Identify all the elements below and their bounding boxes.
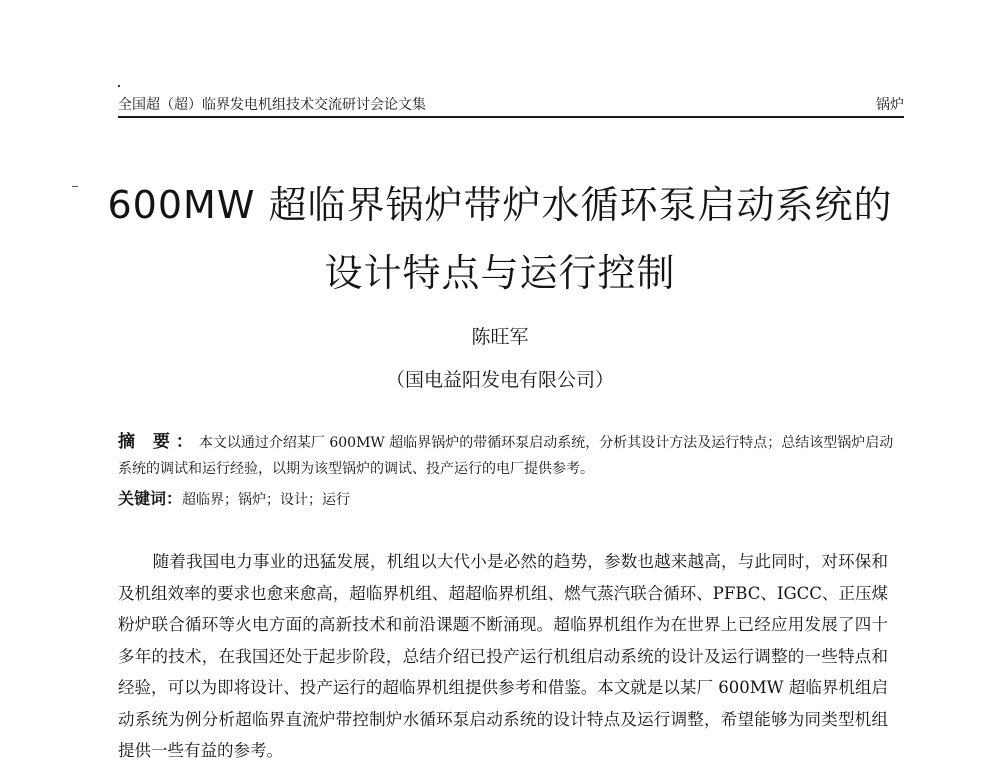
- abstract-text: 本文以通过介绍某厂 600MW 超临界锅炉的带循环泵启动系统，分析其设计方法及运行特点；总结该型锅炉启动系统的调试和运行经验，以期为该型锅炉的调试、投产运行的电厂提供参考。: [118, 435, 894, 477]
- scan-artifact-mark: [72, 186, 78, 187]
- paper-title-line-2: 设计特点与运行控制: [324, 251, 676, 295]
- header-section-name: 锅炉: [876, 97, 904, 113]
- author-affiliation: （国电益阳发电有限公司）: [385, 369, 614, 391]
- keywords-label: 关键词：: [118, 489, 183, 508]
- header-proceedings-title: 全国超（超）临界发电机组技术交流研讨会论文集: [118, 97, 426, 113]
- scan-artifact-dot: [118, 85, 120, 87]
- abstract-label: 摘 要：: [118, 432, 199, 452]
- keywords: [118, 487, 894, 512]
- paper-title-line-1: 600MW 超临界锅炉带炉水循环泵启动系统的: [107, 183, 893, 227]
- keywords-text: 超临界；锅炉；设计；运行: [182, 492, 351, 508]
- abstract: [118, 429, 894, 482]
- author-name: 陈旺军: [471, 326, 529, 348]
- body-paragraph: 随着我国电力事业的迅猛发展，机组以大代小是必然的趋势，参数也越来越高，与此同时，对环保和及机组效率的要求也愈来愈高，超临界机组、超超临界机组、燃气蒸汽联合循环、PFBC、IGCC、正压煤粉炉联合循环等火电方面的高新技术和前沿课题不断涌现。超临界机组作为在世界上已经应用发展了四十多年的技术，在我国还处于起步阶段，总结介绍已投产运行机组启动系统的设计及运行调整的一些特点和经验，可以为即将设计、投产运行的超临界机组提供参考和借鉴。本文就是以某厂 600MW 超临界机组启动系统为例分析超临界直流炉带控制炉水循环泵启动系统的设计特点及运行调整，希望能够为同类型机组提供一些有益的参考。: [118, 552, 888, 760]
- header-rule: [118, 116, 904, 118]
